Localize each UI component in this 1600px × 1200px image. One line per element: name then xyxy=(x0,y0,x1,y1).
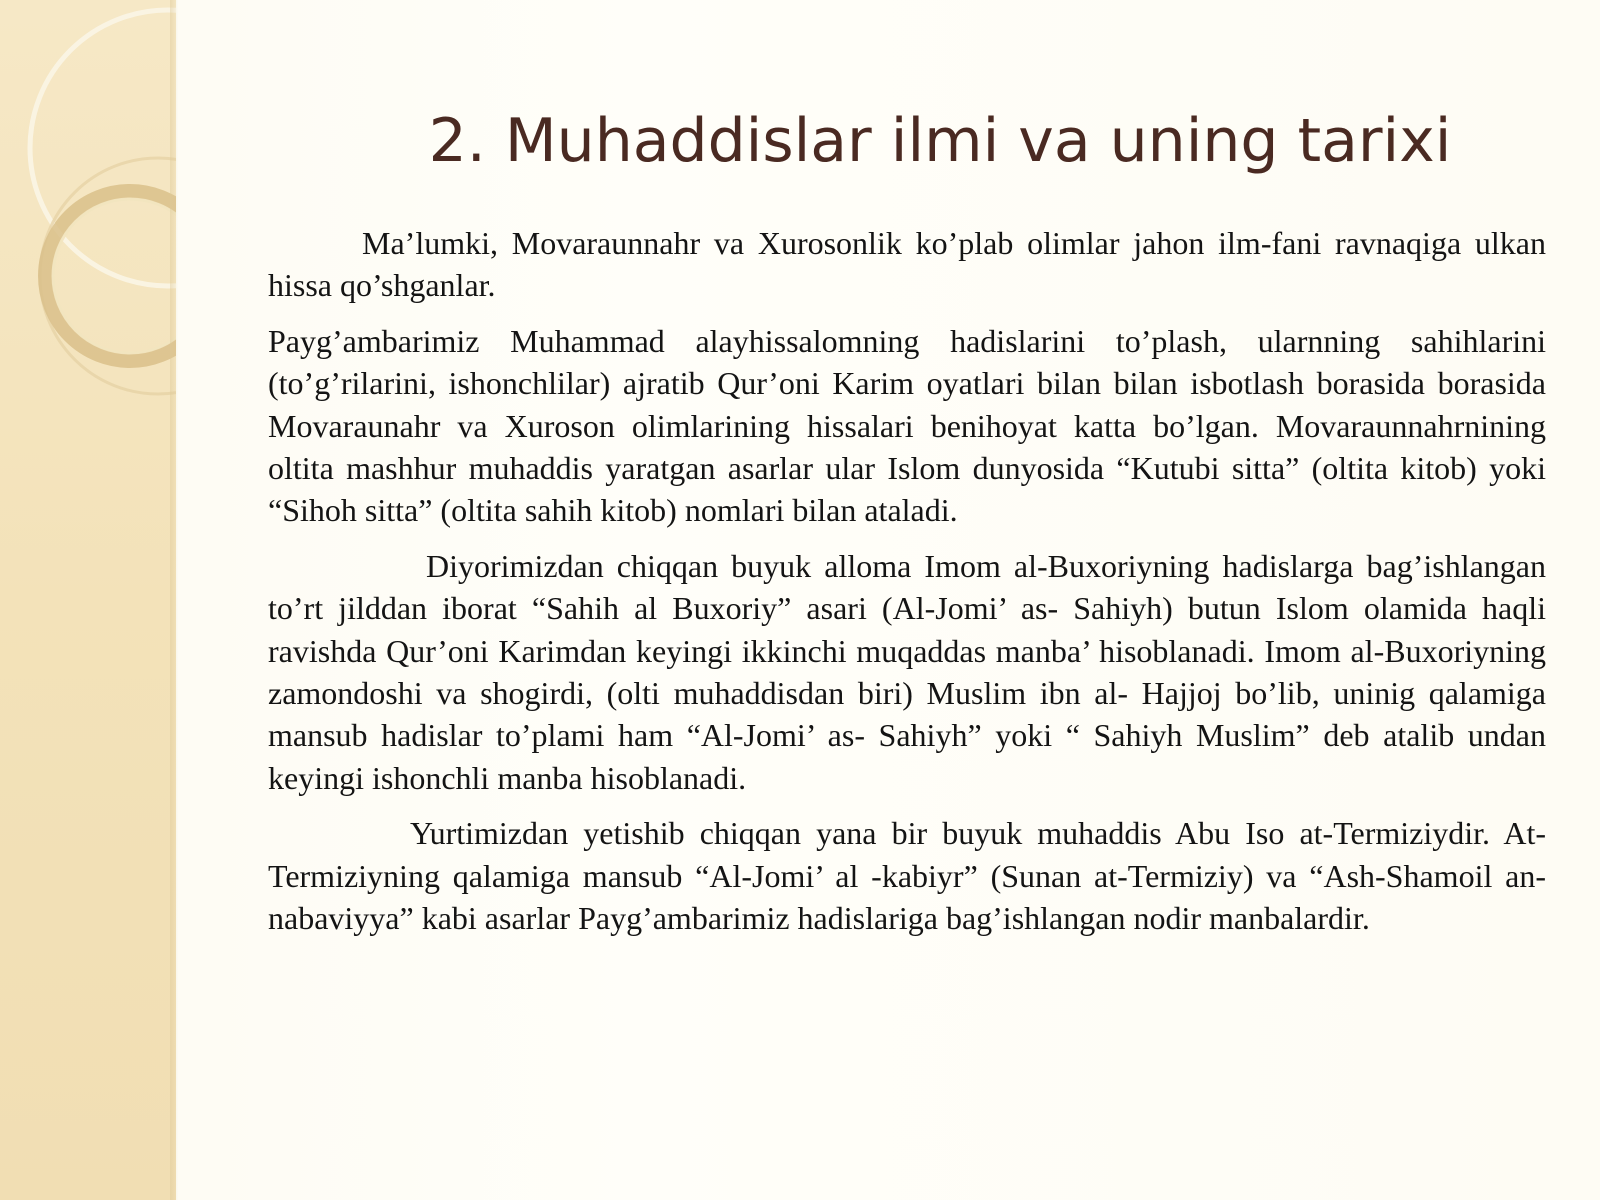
side-panel-edge xyxy=(170,0,178,1200)
decorative-side-panel xyxy=(0,0,176,1200)
paragraph-1: Ma’lumki, Movaraunnahr va Xurosonlik ko’plab olimlar jahon ilm-fani ravnaqiga ulkan hissa qo’shganlar. xyxy=(268,225,1546,304)
paragraph-2: Payg’ambarimiz Muhammad alayhissalomning hadislarini to’plash, ularnning sahihlarini (to’g’rilarini, ishonchlilar) ajratib Qur’oni Karim oyatlari bilan bilan isbotlash borasida borasida Movaraunahr va Xuroson olimlarining hissalari benihoyat katta bo’lgan. Movaraunnahrnining oltita mashhur muhaddis yaratgan asarlar ular Islom dunyosida “Kutubi sitta” (oltita kitob) yoki “Sihoh sitta” (oltita sahih kitob) nomlari bilan ataladi. xyxy=(268,322,1546,529)
slide-body xyxy=(268,222,1546,953)
paragraph-3: Diyorimizdan chiqqan buyuk alloma Imom al-Buxoriyning hadislarga bag’ishlangan to’rt jilddan iborat “Sahih al Buxoriy” asari (Al-Jomi’ as- Sahiyh) butun Islom olamida haqli ravishda Qur’oni Karimdan keyingi ikkinchi muqaddas manba’ hisoblanadi. Imom al-Buxoriyning zamondoshi va shogirdi, (olti muhaddisdan biri) Muslim ibn al- Hajjoj bo’lib, uninig qalamiga mansub hadislar to’plami ham “Al-Jomi’ as- Sahiyh” yoki “ Sahiyh Muslim” deb atalib undan keyingi ishonchli manba hisoblanadi. xyxy=(268,547,1546,796)
paragraph-4: Yurtimizdan yetishib chiqqan yana bir buyuk muhaddis Abu Iso at-Termiziydir. At-Termiziyning qalamiga mansub “Al-Jomi’ al -kabiyr” (Sunan at-Termiziy) va “Ash-Shamoil an-nabaviyya” kabi asarlar Payg’ambarimiz hadislariga bag’ishlangan nodir manbalardir. xyxy=(268,815,1546,937)
slide-title: 2. Muhaddislar ilmi va uning tarixi xyxy=(428,106,1452,176)
decorative-rings-graphic xyxy=(0,0,176,1200)
